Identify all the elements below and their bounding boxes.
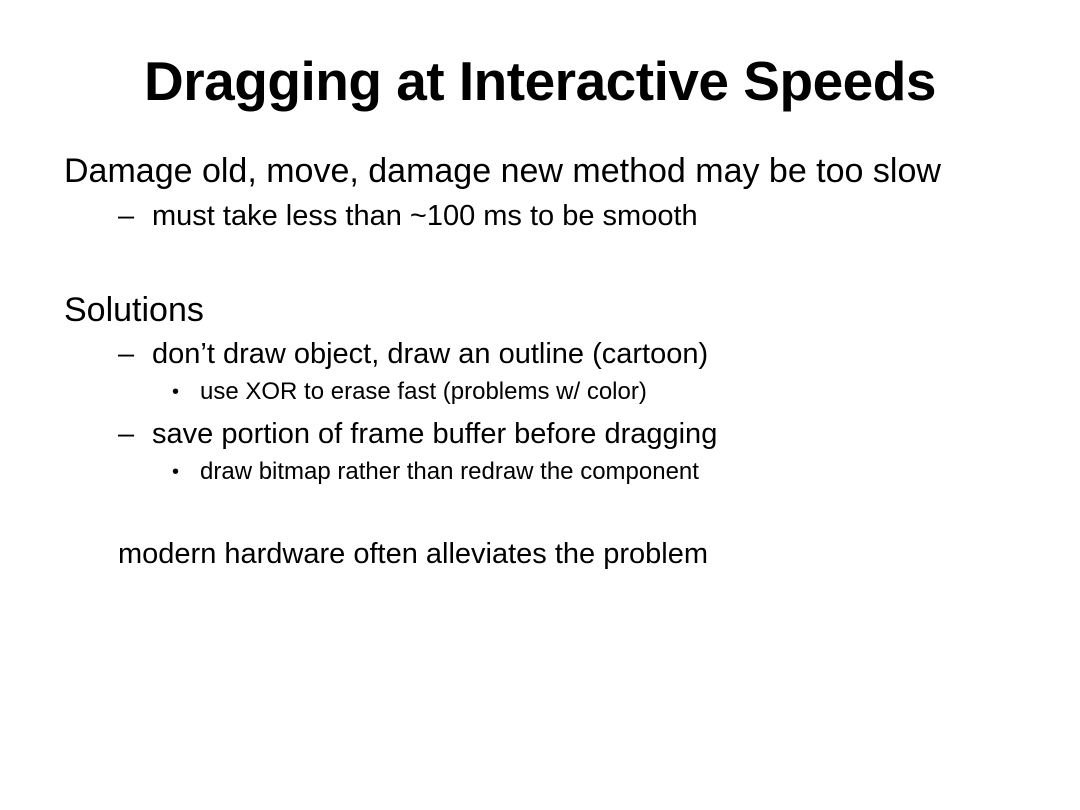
dash-marker: – xyxy=(118,200,135,232)
bullet-level1-solutions: Solutions xyxy=(64,291,204,329)
slide-title: Dragging at Interactive Speeds xyxy=(144,50,936,112)
bullet-level2-must-take: must take less than ~100 ms to be smooth xyxy=(152,200,698,232)
bullet-level3-bitmap: draw bitmap rather than redraw the component xyxy=(200,458,699,485)
bullet-dot-marker: • xyxy=(172,381,180,403)
bullet-level3-xor: use XOR to erase fast (problems w/ color) xyxy=(200,378,647,405)
bullet-dot-marker: • xyxy=(172,461,180,483)
bullet-level2-frame-buffer: save portion of frame buffer before dragging xyxy=(152,418,718,450)
bullet-modern-hardware: modern hardware often alleviates the problem xyxy=(118,538,708,570)
bullet-level1-damage: Damage old, move, damage new method may be too slow xyxy=(64,152,941,190)
dash-marker: – xyxy=(118,418,135,450)
dash-marker: – xyxy=(118,338,135,370)
bullet-level2-outline: don’t draw object, draw an outline (cartoon) xyxy=(152,338,709,370)
